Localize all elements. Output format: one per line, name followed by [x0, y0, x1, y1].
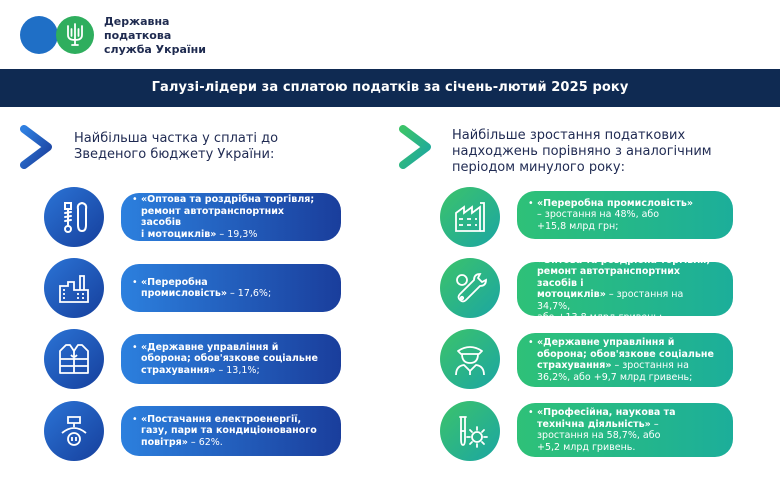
pill-bold-text: ремонт автотранспортних засобів [141, 205, 285, 228]
right-title-line: періодом минулого року: [452, 160, 625, 175]
officer-icon [440, 329, 500, 389]
wrench-bolt-icon [440, 258, 500, 318]
pill-bold-text: «Оптова та роздрібна торгівля; [141, 194, 315, 205]
pill-bold-text: газу, пари та кондиціонованого [141, 425, 317, 437]
factory-icon [44, 258, 104, 318]
pill-text: – [650, 418, 659, 430]
left-item-pill [121, 193, 341, 241]
pill-bold-text: промисловість» [141, 288, 227, 299]
right-item-pill [517, 333, 733, 387]
pill-bold-text: «Постачання електроенергії, [141, 413, 302, 425]
org-name-line: податкова [104, 29, 172, 42]
left-section-title [74, 131, 278, 163]
bolt-wrench-icon [44, 187, 104, 247]
pill-bold-text: оборона; обов'язкове соціальне [141, 353, 318, 365]
pill-text: – зростання на 34,7%, [537, 289, 684, 312]
lab-gear-icon [440, 401, 500, 461]
left-item-pill [121, 406, 341, 456]
pill-bold-text: «Оптова та роздрібна торгівля; [537, 254, 711, 266]
chevron-right-icon [20, 125, 56, 169]
pill-bold-text: ремонт автотранспортних засобів і [537, 266, 681, 289]
pill-text: +15,8 млрд грн; [537, 220, 619, 232]
factory-icon [440, 187, 500, 247]
pill-text: 36,2%, або +9,7 млрд гривень; [537, 371, 693, 383]
right-item-text: • «Оптова та роздрібна торгівля; ремонт автотранспортних засобів і мотоциклів» – зростання на 34,7%, або +13,8 млрд гривень; [528, 254, 711, 323]
left-item-text: • «Переробна промисловість» – 17,6%; [132, 276, 272, 299]
pill-text: – зростання на 48%, або [537, 209, 660, 221]
pill-text: або +13,8 млрд гривень; [537, 312, 663, 323]
chevron-right-icon [399, 125, 435, 169]
right-item-pill [517, 403, 733, 457]
pill-text: – 62%. [187, 436, 223, 448]
right-item-text: • «Державне управління й оборона; обов'язкове соціальне страхування» – зростання на 36,2%, або +9,7 млрд гривень; [528, 337, 714, 383]
right-title-line: надходжень порівняно з аналогічним [452, 144, 712, 159]
left-item-pill [121, 334, 341, 384]
left-title-line: Найбільша частка у сплаті до [74, 131, 279, 146]
left-title-line: Зведеного бюджету України: [74, 147, 275, 162]
power-socket-icon [44, 401, 104, 461]
org-name-line: Державна [104, 15, 170, 28]
pill-bold-text: «Переробна [141, 276, 208, 288]
org-name [104, 15, 206, 57]
right-item-text: • «Професійна, наукова та технічна діяльність» – зростання на 58,7%, або +5,2 млрд гривень. [528, 407, 676, 453]
pill-text: – 17,6%; [226, 288, 272, 299]
pill-bold-text: «Переробна промисловість» [537, 197, 693, 209]
pill-bold-text: мотоциклів» [537, 289, 606, 300]
pill-bold-text: і мотоциклів» [141, 228, 217, 240]
left-item-text: • «Оптова та роздрібна торгівля; ремонт автотранспортних засобів і мотоциклів» – 19,3% [132, 194, 315, 240]
pill-text: +5,2 млрд гривень. [537, 441, 636, 453]
dps-logo [20, 16, 96, 56]
pill-text: зростання на 58,7%, або [537, 430, 661, 441]
pill-bold-text: «Державне управління й [537, 337, 675, 348]
right-item-pill [517, 191, 733, 239]
pill-text: – зростання на [611, 360, 689, 371]
pill-bold-text: «Державне управління й [141, 341, 279, 353]
org-name-line: служба України [104, 43, 206, 56]
pill-bold-text: повітря» [141, 436, 188, 448]
right-title-line: Найбільше зростання податкових [452, 128, 686, 143]
trident-icon [65, 23, 85, 47]
vest-icon [44, 329, 104, 389]
left-item-text: • «Постачання електроенергії, газу, пари та кондиціонованого повітря» – 62%. [132, 413, 317, 448]
pill-bold-text: «Професійна, наукова та [537, 407, 676, 418]
right-item-pill [517, 254, 733, 323]
pill-bold-text: технічна діяльність» [537, 418, 651, 430]
right-section-title [452, 128, 712, 176]
left-item-pill [121, 264, 341, 312]
right-item-text: • «Переробна промисловість» – зростання на 48%, або +15,8 млрд грн; [528, 197, 693, 232]
title-banner [0, 69, 780, 107]
left-item-text: • «Державне управління й оборона; обов'язкове соціальне страхування» – 13,1%; [132, 341, 318, 376]
pill-bold-text: оборона; обов'язкове соціальне [537, 348, 714, 360]
pill-bold-text: страхування» [141, 364, 216, 376]
pill-bold-text: страхування» [537, 360, 612, 371]
pill-text: – 13,1%; [215, 364, 260, 376]
pill-text: – 19,3% [216, 228, 258, 240]
logo-blue-circle [20, 16, 58, 54]
page-title: Галузі-лідери за сплатою податків за січень-лютий 2025 року [151, 80, 629, 95]
